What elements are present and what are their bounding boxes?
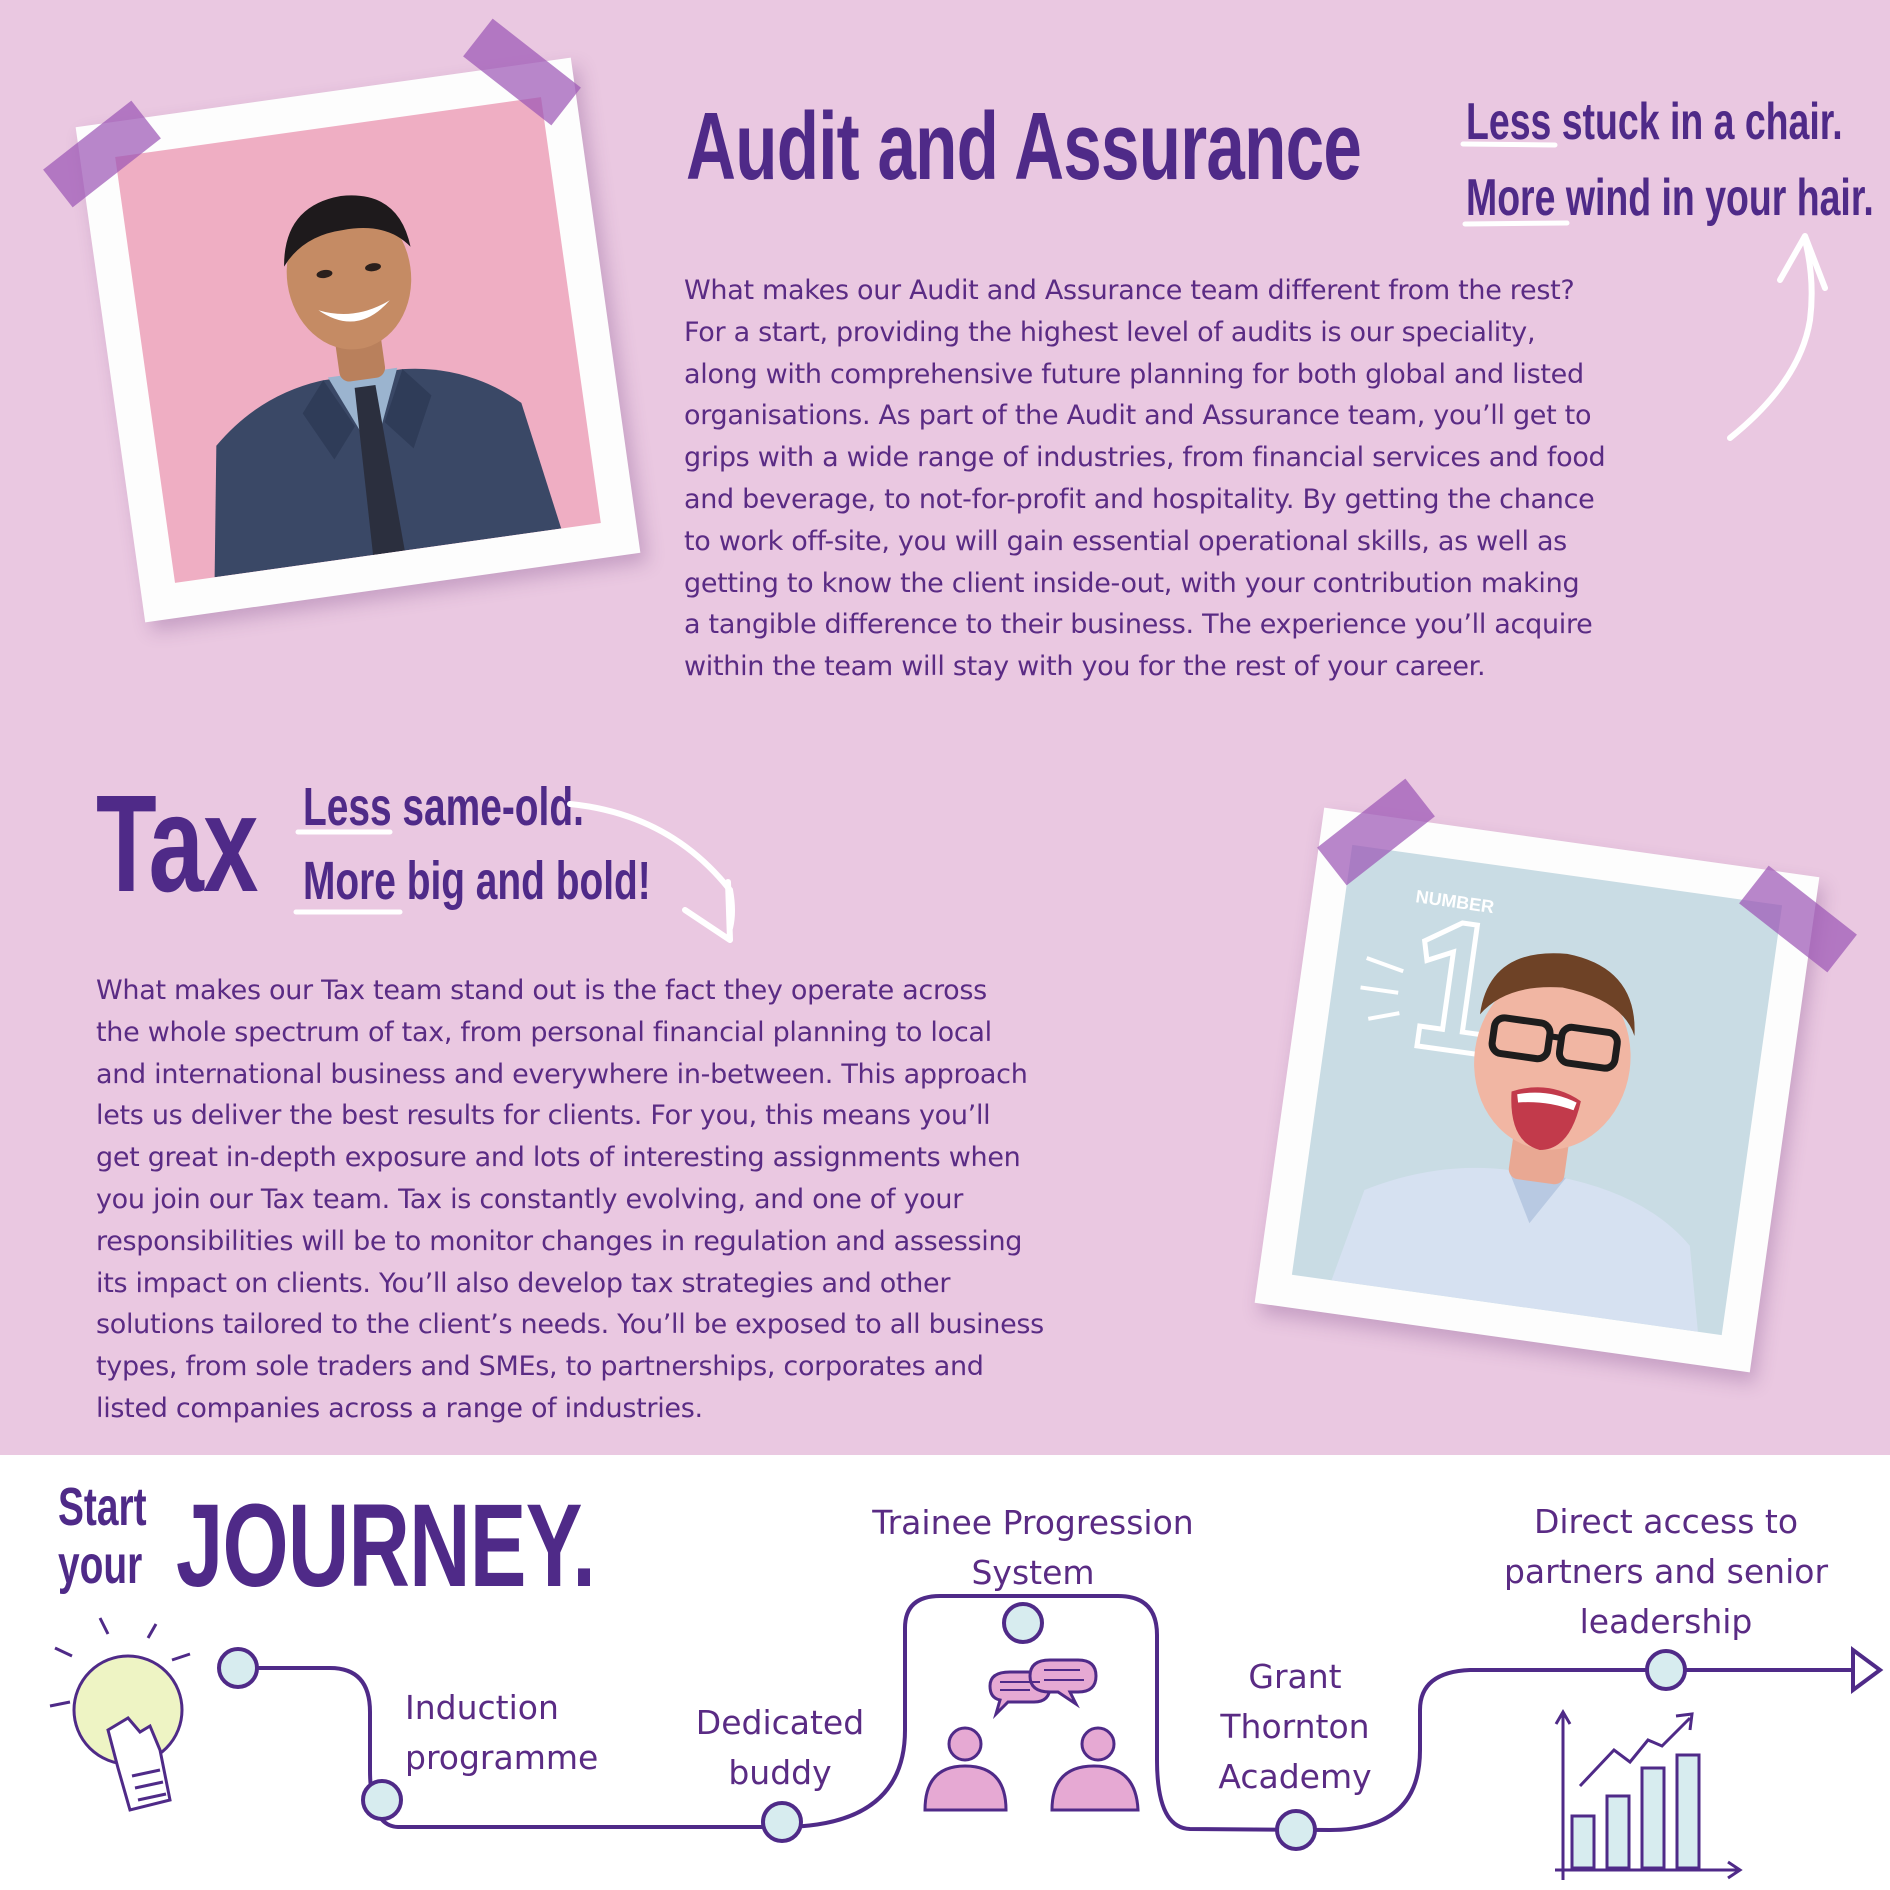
journey-start-word: Start [58,1477,147,1537]
step-label-line: Thornton [1220,1707,1370,1746]
journey-step-academy [1195,1652,1395,1802]
text-line: a tangible difference to their business. The experience you’ll acquire [684,609,1593,641]
arrow-head-icon [1853,1650,1880,1690]
step-label-line: leadership [1579,1602,1753,1641]
text-line: you join our Tax team. Tax is constantly evolving, and one of your [96,1183,964,1215]
step-label-line: Direct access to [1533,1502,1799,1541]
excited-man-illustration [1292,845,1782,1335]
text-line: What makes our Audit and Assurance team different from the rest? [684,275,1575,306]
journey-heading: JOURNEY. [176,1480,596,1612]
text-line: solutions tailored to the client’s needs. You’ll be exposed to all business [96,1309,1044,1341]
text-line: What makes our Tax team stand out is the fact they operate across [96,975,987,1006]
number-sign-text: NUMBER [1414,886,1496,918]
step-label-line: System [971,1553,1095,1592]
journey-node [1004,1604,1042,1642]
text-line: get great in-depth exposure and lots of interesting assignments when [96,1142,1021,1174]
audit-photo [115,97,601,583]
text-line: grips with a wide range of industries, from financial services and food [684,442,1606,474]
tax-tagline-1: Less same-old. [303,777,584,837]
people-chat-icon [925,1660,1138,1810]
journey-step-direct-access [1476,1497,1856,1647]
tax-tagline-underline-arrow [290,790,750,970]
audit-tagline-2: More wind in your hair. [1466,169,1874,227]
tax-tagline-2: More big and bold! [303,851,651,911]
text-line: responsibilities will be to monitor changes in regulation and assessing [96,1225,1023,1257]
text-line: and international business and everywhere in-between. This approach [96,1058,1028,1090]
text-line: For a start, providing the highest level of audits is our speciality, [684,316,1536,348]
growth-chart-icon [1555,1712,1740,1880]
journey-step-induction [405,1683,598,1783]
text-line: getting to know the client inside-out, with your contribution making [684,567,1580,599]
step-label-line: partners and senior [1503,1552,1829,1591]
journey-step-buddy [680,1698,880,1798]
tax-photo-polaroid [1255,808,1820,1373]
text-line: within the team will stay with you for the rest of your career. [684,651,1486,683]
tax-photo [1292,845,1782,1335]
step-label-line: Dedicated [695,1703,865,1742]
step-label-line: Grant [1248,1657,1342,1696]
journey-node [363,1781,401,1819]
audit-body-text [684,270,1744,688]
text-line: lets us deliver the best results for clients. For you, this means you’ll [96,1100,991,1132]
journey-node [219,1649,257,1687]
journey-node [763,1803,801,1841]
tax-heading: Tax [96,767,258,921]
lightbulb-icon [50,1618,190,1810]
journey-step-trainee-progression [843,1498,1223,1598]
step-label-line: Induction [405,1688,559,1727]
text-line: and beverage, to not-for-profit and hospitality. By getting the chance [684,483,1595,515]
step-label-line: Trainee Progression [872,1503,1194,1542]
audit-tagline-1: Less stuck in a chair. [1466,93,1843,151]
step-label-line: buddy [728,1753,832,1792]
man-in-suit-illustration [115,97,601,583]
step-label-line: programme [405,1738,599,1777]
tax-body-text [96,970,1186,1430]
journey-node [1277,1811,1315,1849]
audit-heading: Audit and Assurance [686,93,1362,200]
text-line: its impact on clients. You’ll also develop tax strategies and other [96,1267,951,1299]
text-line: to work off-site, you will gain essential operational skills, as well as [684,525,1567,557]
journey-node [1647,1651,1685,1689]
journey-your-word: your [58,1535,143,1595]
text-line: organisations. As part of the Audit and Assurance team, you’ll get to [684,400,1592,432]
text-line: along with comprehensive future planning for both global and listed [684,358,1584,390]
step-label-line: Academy [1218,1757,1372,1796]
text-line: listed companies across a range of industries. [96,1392,703,1424]
text-line: the whole spectrum of tax, from personal financial planning to local [96,1016,992,1048]
audit-photo-polaroid [76,58,641,623]
text-line: types, from sole traders and SMEs, to partnerships, corporates and [96,1351,984,1383]
